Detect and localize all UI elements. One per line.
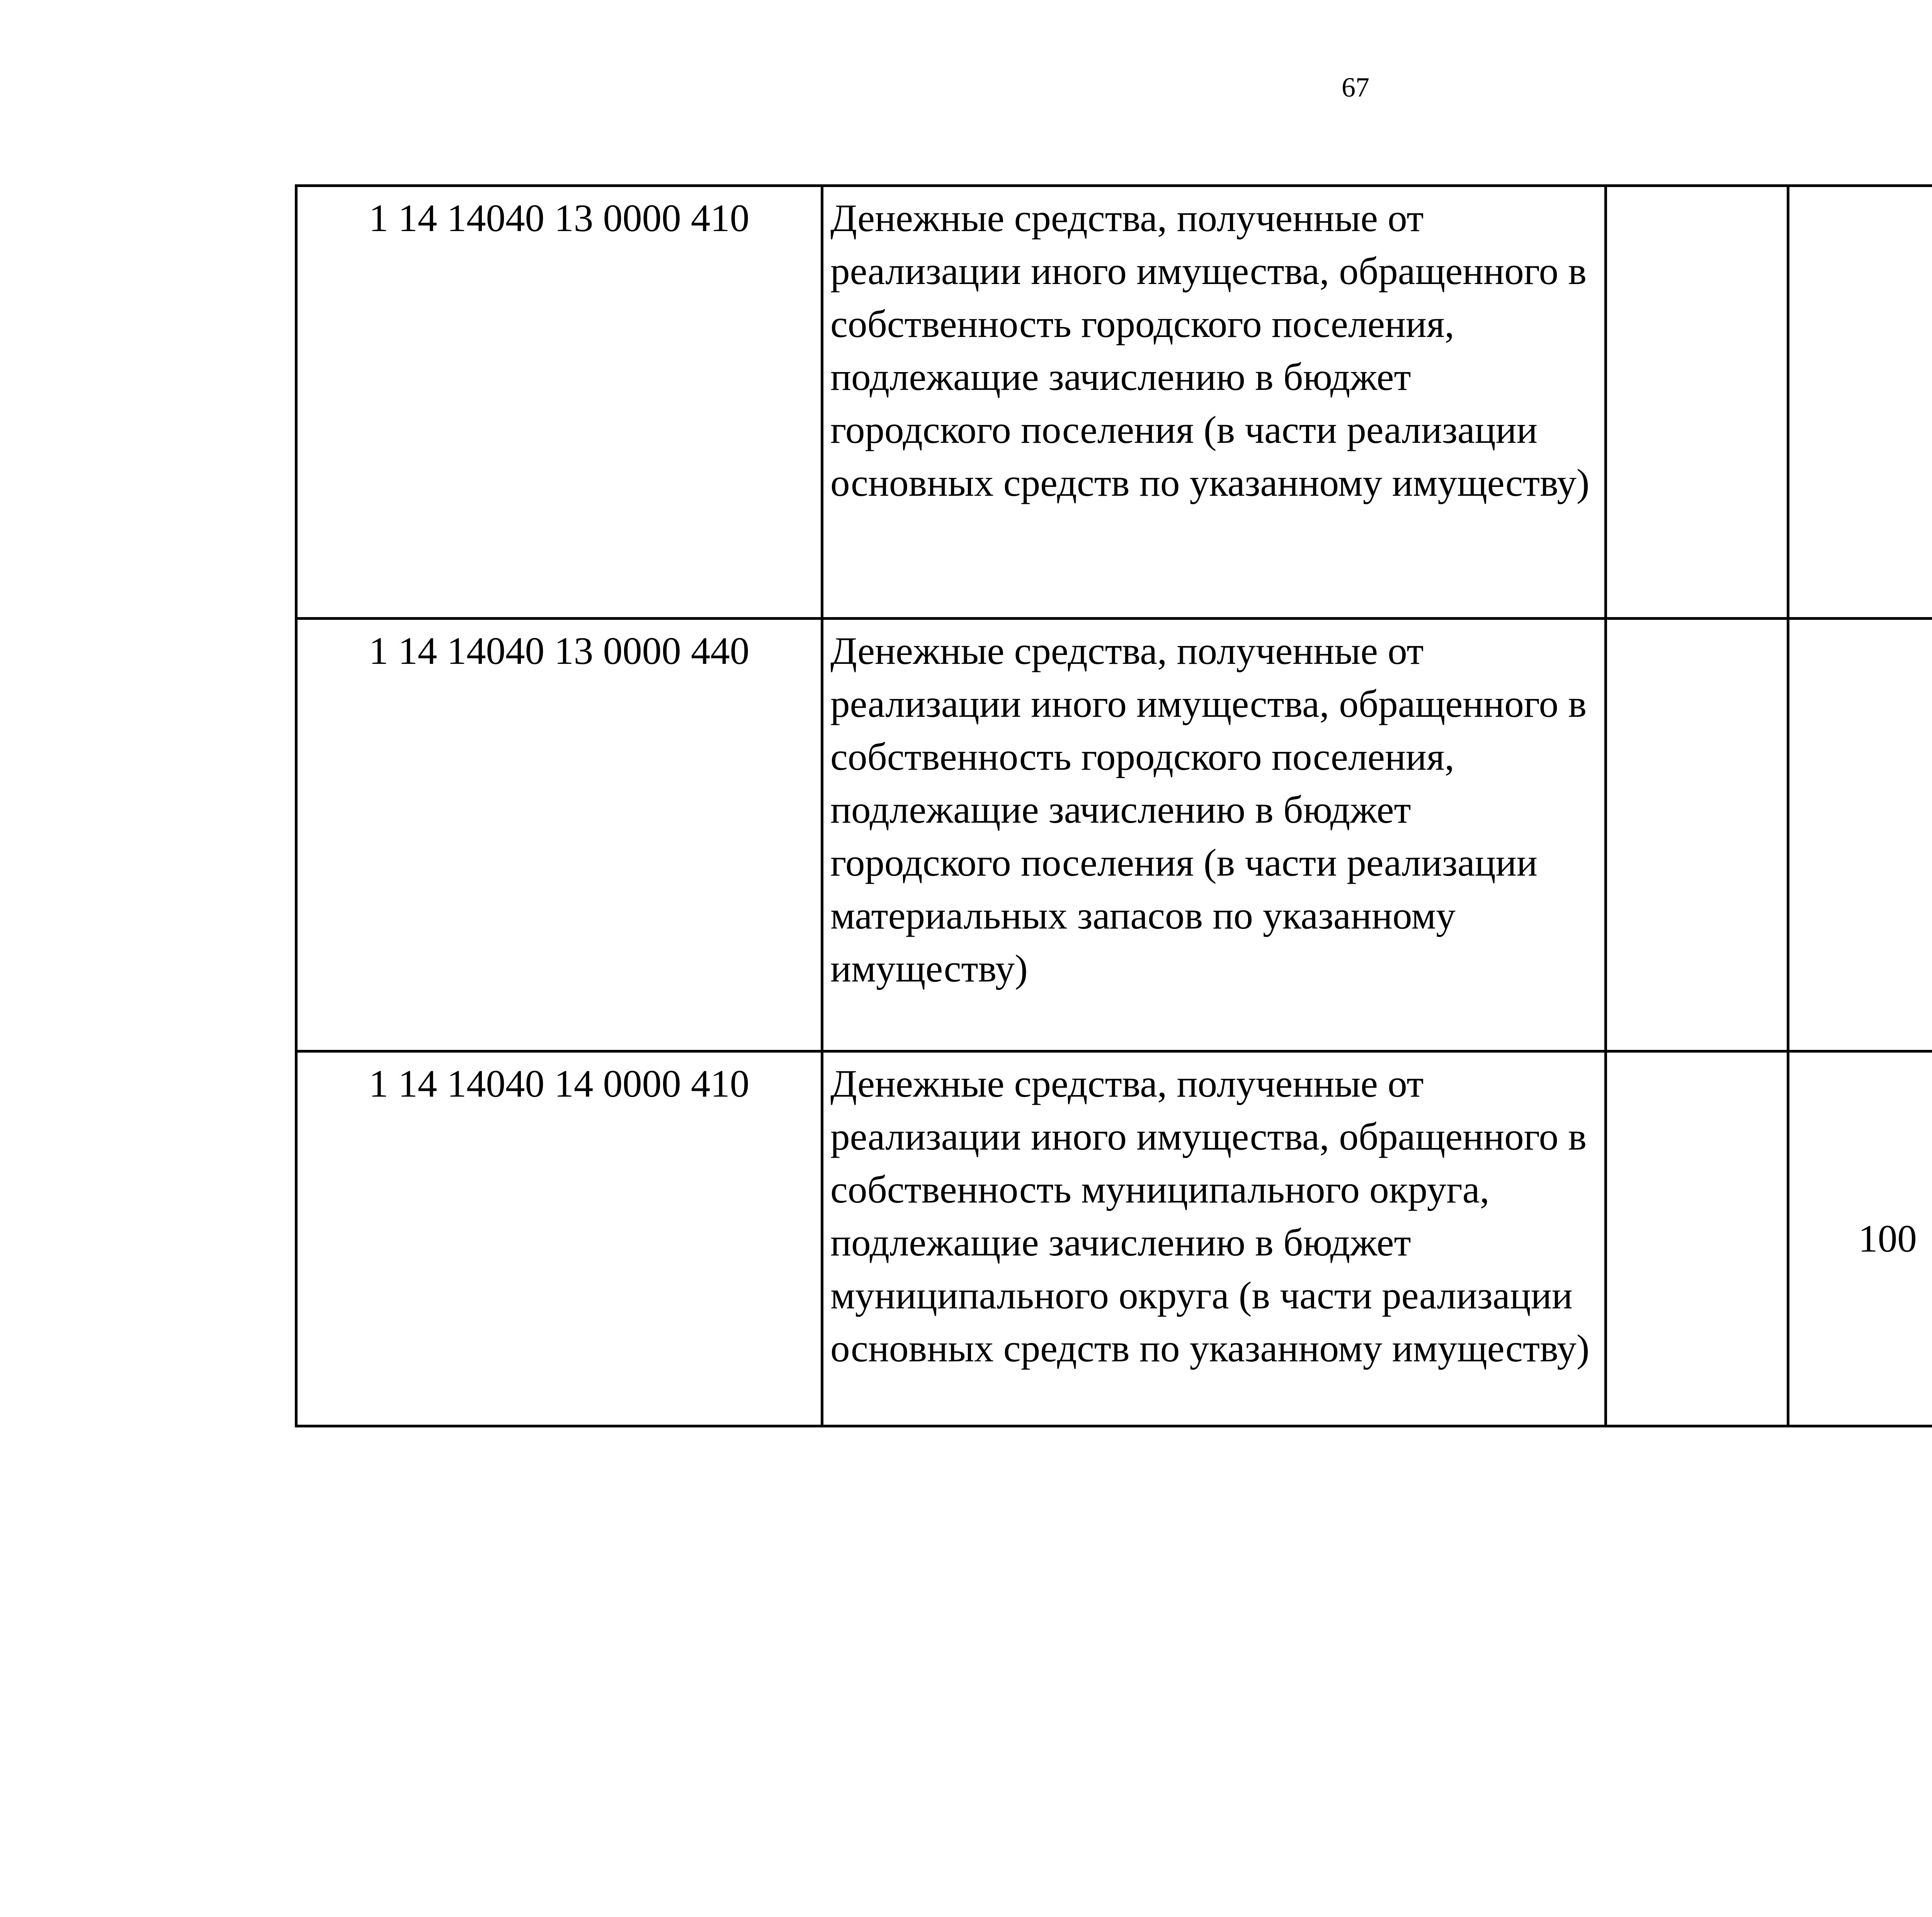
value-cell: 100 [1788,1051,1932,1426]
revenue-description-cell: Денежные средства, полученные от реализации иного имущества, обращенного в собственность городского поселения, подлежащие зачислению в бюджет городского поселения (в части реализации основных средств по указанному имуществу) [822,186,1606,619]
value-cell [1788,186,1932,619]
value-cell [1606,619,1788,1051]
revenue-code-cell: 1 14 14040 14 0000 410 [296,1051,822,1426]
revenue-description-cell: Денежные средства, полученные от реализации иного имущества, обращенного в собственность городского поселения, подлежащие зачислению в бюджет городского поселения (в части реализации материальных запасов по указанному имуществу) [822,619,1606,1051]
revenue-distribution-table [295,184,1932,1427]
revenue-code-cell: 1 14 14040 13 0000 440 [296,619,822,1051]
table-row [296,186,1932,619]
value-cell [1606,186,1788,619]
revenue-code-cell: 1 14 14040 13 0000 410 [296,186,822,619]
page-number: 67 [1342,72,1369,103]
table-row [296,619,1932,1051]
value-cell [1606,1051,1788,1426]
revenue-description-cell: Денежные средства, полученные от реализации иного имущества, обращенного в собственность муниципального округа, подлежащие зачислению в бюджет муниципального округа (в части реализации основных средств по указанному имуществу) [822,1051,1606,1426]
table-row [296,1051,1932,1426]
value-cell [1788,619,1932,1051]
